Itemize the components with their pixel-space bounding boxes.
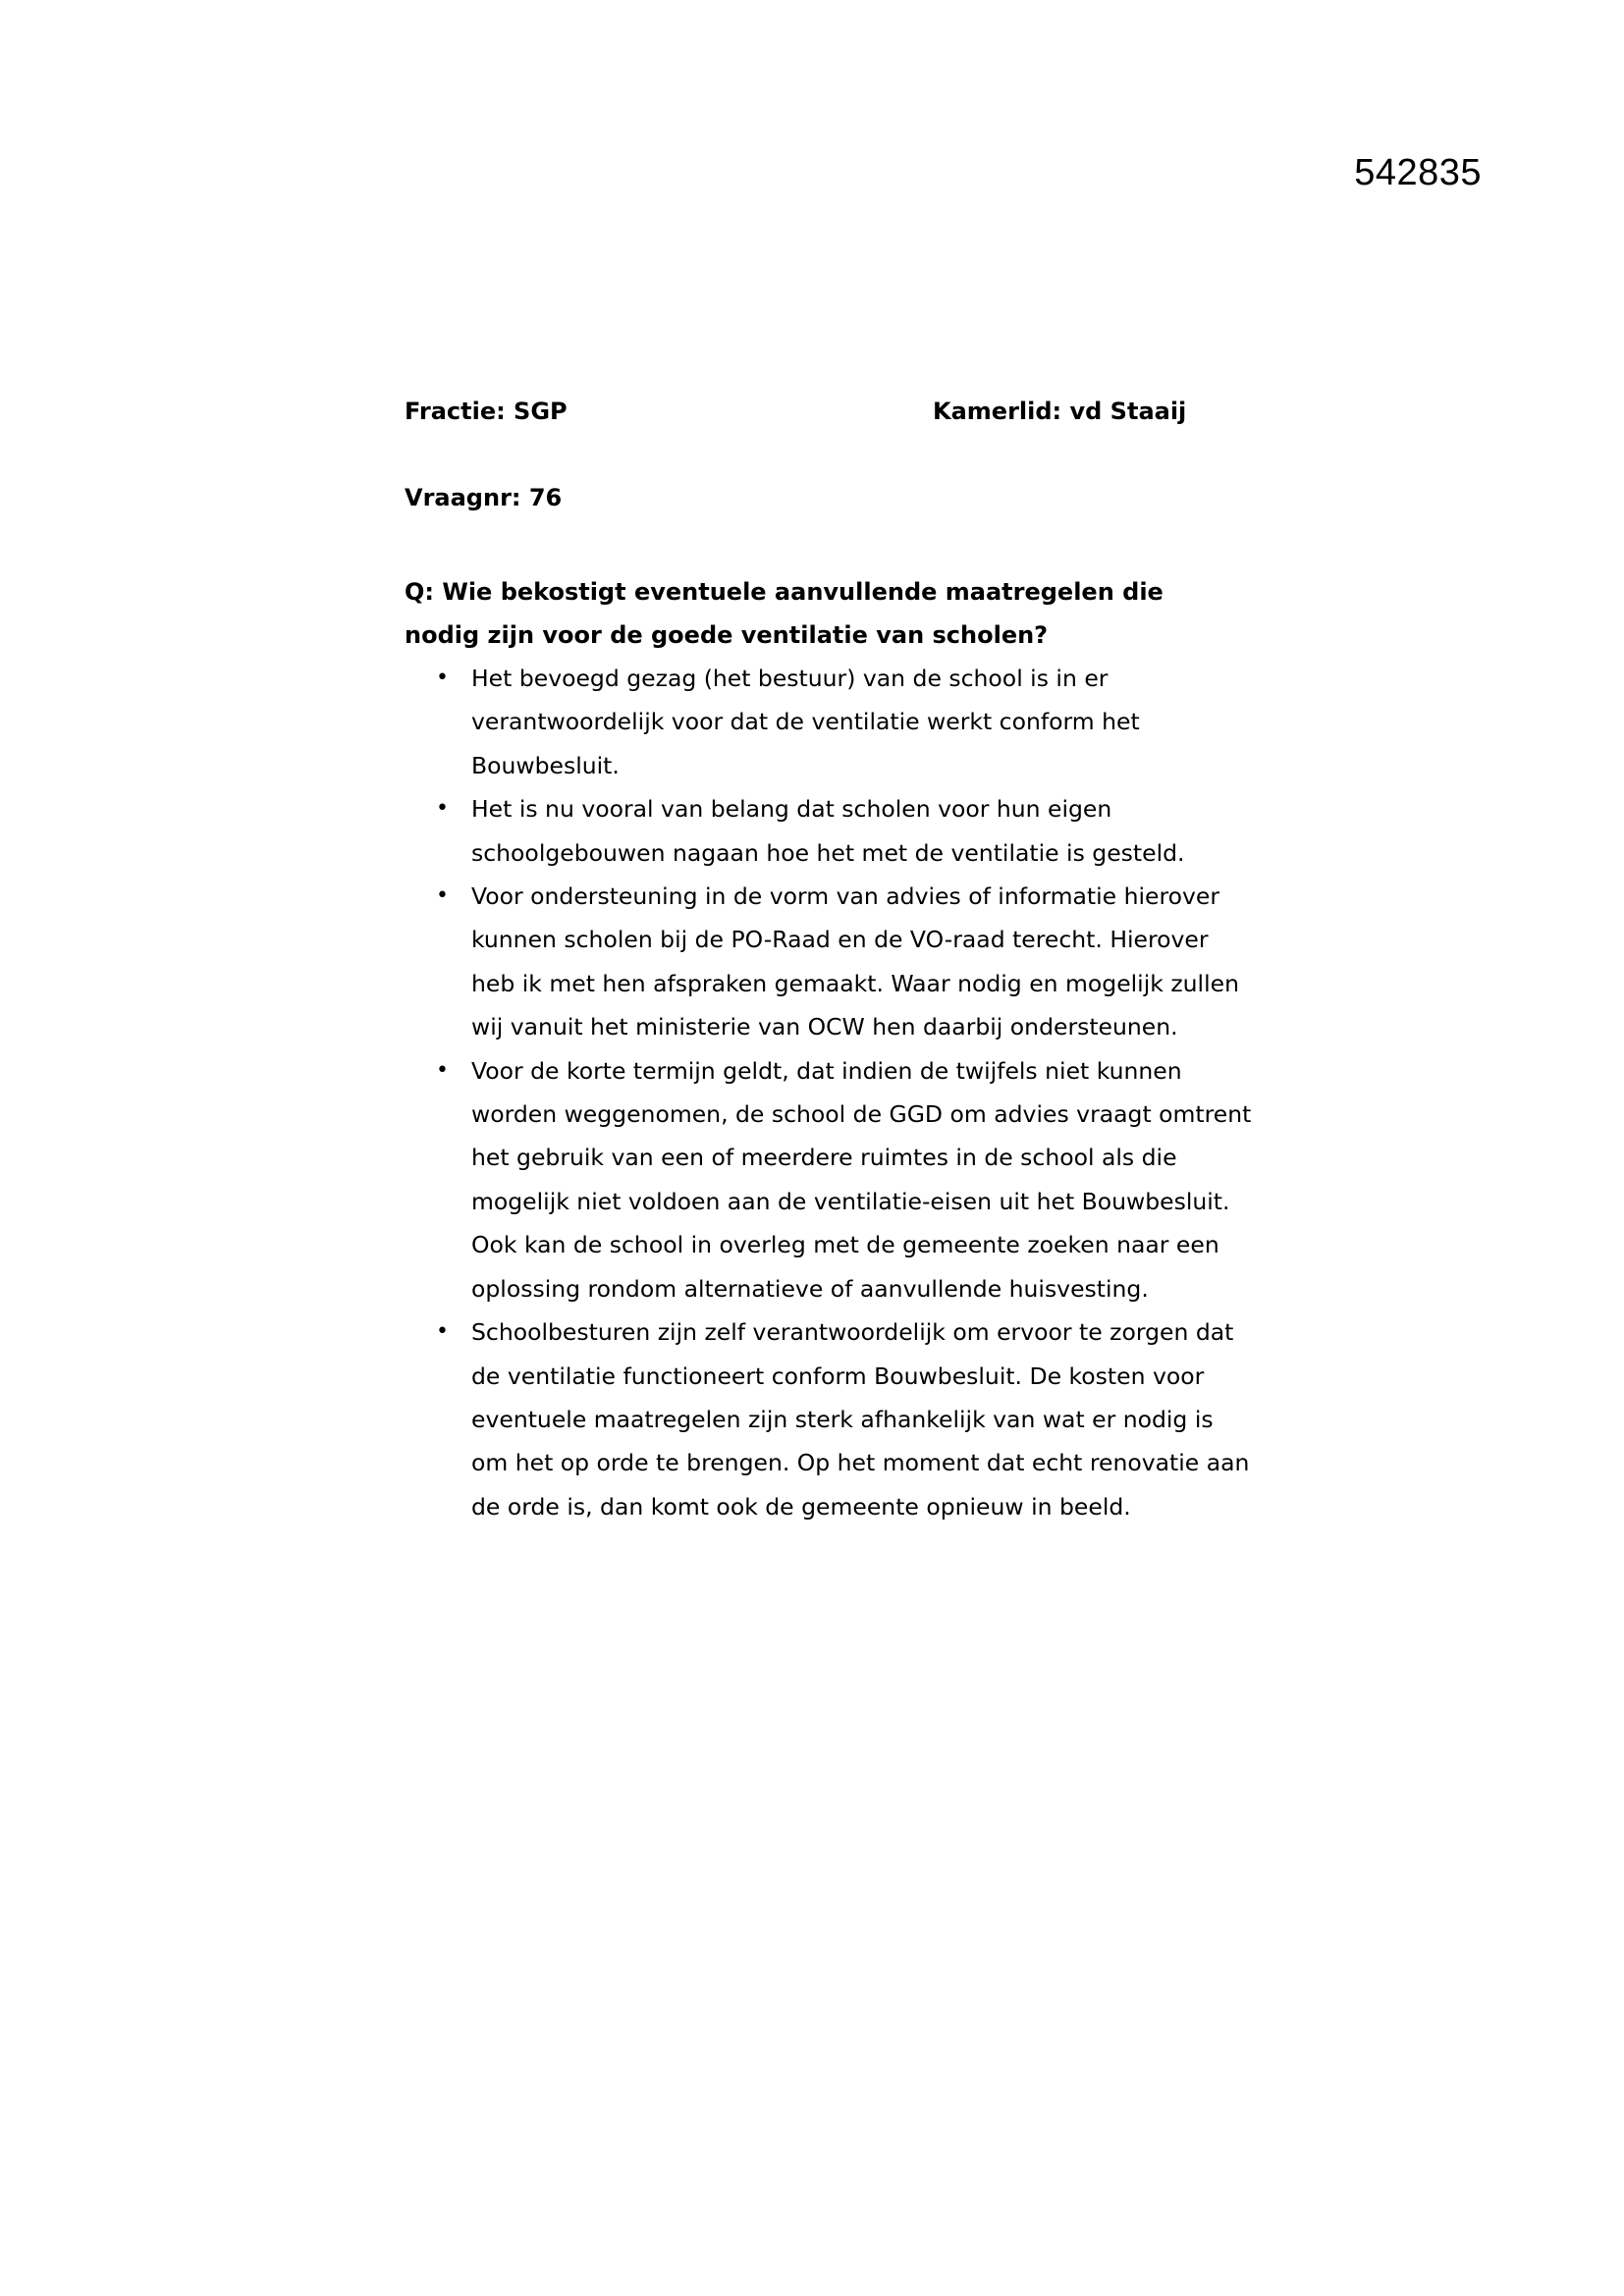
answer-text: Voor de korte termijn geldt, dat indien de twijfels niet kunnen worden weggenomen, de school de GGD om advies vraagt omtrent het gebruik van een of meerdere ruimtes in de school als die mogelijk niet voldoen aan de ventilatie-eisen uit het Bouwbesluit. Ook kan de school in overleg met de gemeente zoeken naar een oplossing rondom alternatieve of aanvullende huisvesting.: [471, 1056, 1252, 1303]
document-content: [405, 398, 1252, 1528]
kamerlid-label: Kamerlid: vd Staaij: [933, 398, 1187, 425]
document-number: 542835: [1354, 152, 1482, 193]
answer-text: Voor ondersteuning in de vorm van advies of informatie hierover kunnen scholen bij de PO-Raad en de VO-raad terecht. Hierover heb ik met hen afspraken gemaakt. Waar nodig en mogelijk zullen wij vanuit het ministerie van OCW hen daarbij ondersteunen.: [471, 882, 1239, 1041]
list-item: [405, 787, 1257, 875]
bullet-icon: •: [436, 1057, 449, 1083]
meta-row: [405, 398, 1229, 437]
question-number: Vraagnr: 76: [405, 484, 563, 511]
list-item: [405, 1310, 1257, 1528]
list-item: [405, 657, 1257, 787]
answer-text: Schoolbesturen zijn zelf verantwoordelijk om ervoor te zorgen dat de ventilatie functioneert conform Bouwbesluit. De kosten voor eventuele maatregelen zijn sterk afhankelijk van wat er nodig is om het op orde te brengen. Op het moment dat echt renovatie aan de orde is, dan komt ook de gemeente opnieuw in beeld.: [471, 1318, 1250, 1521]
question-text: Q: Wie bekostigt eventuele aanvullende maatregelen die nodig zijn voor de goede ventilatie van scholen?: [405, 578, 1164, 649]
answer-text: Het bevoegd gezag (het bestuur) van de school is in er verantwoordelijk voor dat de ventilatie werkt conform het Bouwbesluit.: [471, 665, 1140, 779]
answer-text: Het is nu vooral van belang dat scholen voor hun eigen schoolgebouwen nagaan hoe het met de ventilatie is gesteld.: [471, 795, 1185, 867]
list-item: [405, 875, 1257, 1049]
bullet-icon: •: [436, 883, 449, 909]
answer-list: [405, 657, 1252, 1528]
bullet-icon: •: [436, 1319, 449, 1345]
fractie-label: Fractie: SGP: [405, 398, 568, 425]
bullet-icon: •: [436, 666, 449, 690]
bullet-icon: •: [436, 796, 449, 822]
list-item: [405, 1049, 1257, 1310]
